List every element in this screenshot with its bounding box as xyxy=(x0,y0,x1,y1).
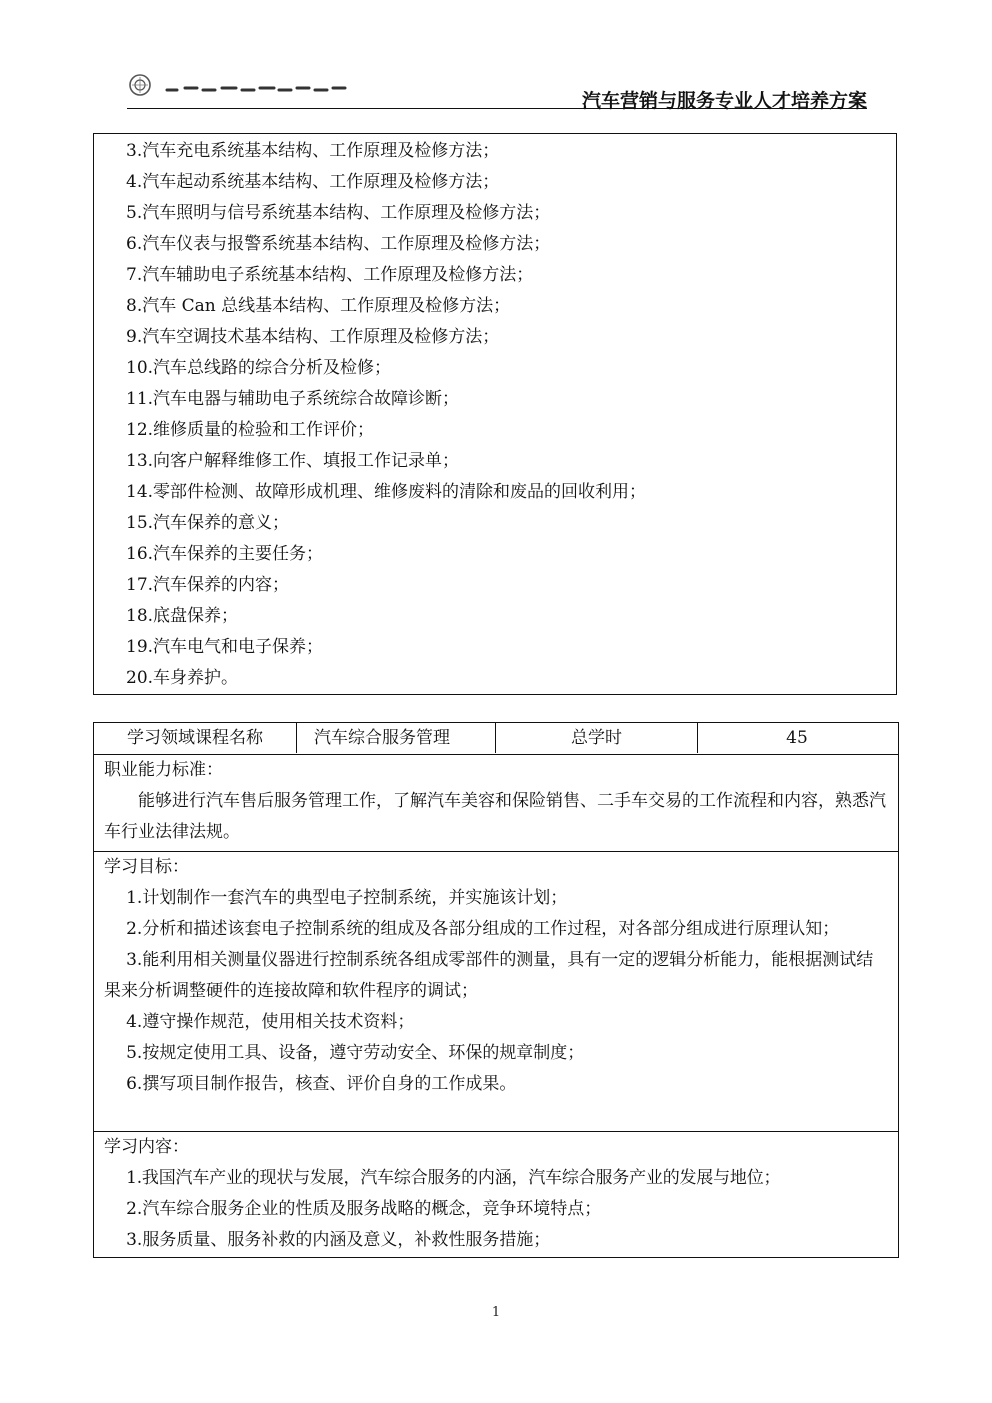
list-item: 3.能利用相关测量仪器进行控制系统各组成零部件的测量，具有一定的逻辑分析能力，能根据测试结果来分析调整硬件的连接故障和软件程序的调试； xyxy=(104,950,874,1001)
list-item: 7.汽车辅助电子系统基本结构、工作原理及检修方法； xyxy=(126,265,534,285)
list-item: 4.汽车起动系统基本结构、工作原理及检修方法； xyxy=(126,172,500,192)
list-item: 13.向客户解释维修工作、填报工作记录单； xyxy=(126,451,460,471)
list-item: 10.汽车总线路的综合分析及检修； xyxy=(126,358,392,378)
list-item: 15.汽车保养的意义； xyxy=(126,513,290,533)
list-item: 5.汽车照明与信号系统基本结构、工作原理及检修方法； xyxy=(126,203,551,223)
list-item: 4.遵守操作规范，使用相关技术资料； xyxy=(126,1012,415,1032)
content-box-continued xyxy=(93,133,897,695)
paragraph: 能够进行汽车售后服务管理工作，了解汽车美容和保险销售、二手车交易的工作流程和内容，熟悉汽车行业法律法规。 xyxy=(104,791,886,842)
page-header xyxy=(127,70,867,112)
section-heading: 学习内容： xyxy=(104,1137,189,1157)
list-item: 5.按规定使用工具、设备，遵守劳动安全、环保的规章制度； xyxy=(126,1043,585,1063)
standard-section xyxy=(94,755,898,852)
goals-section xyxy=(94,852,898,1132)
list-item: 17.汽车保养的内容； xyxy=(126,575,290,595)
list-item: 19.汽车电气和电子保养； xyxy=(126,637,324,657)
list-item: 2.分析和描述该套电子控制系统的组成及各部分组成的工作过程，对各部分组成进行原理认知； xyxy=(126,919,840,939)
course-header-row xyxy=(94,723,898,755)
section-heading: 学习目标： xyxy=(104,857,189,877)
section-body xyxy=(104,786,888,848)
section-body xyxy=(104,1163,888,1256)
list-item: 11.汽车电器与辅助电子系统综合故障诊断； xyxy=(126,389,460,409)
total-hours-value: 45 xyxy=(786,728,808,748)
school-logo xyxy=(127,72,357,98)
header-divider xyxy=(127,108,867,109)
list-item: 3.汽车充电系统基本结构、工作原理及检修方法； xyxy=(126,141,500,161)
list-item: 1.我国汽车产业的现状与发展，汽车综合服务的内涵，汽车综合服务产业的发展与地位； xyxy=(126,1168,781,1188)
page-number: 1 xyxy=(491,1305,501,1320)
section-heading: 职业能力标准： xyxy=(104,760,223,780)
document-title: 汽车营销与服务专业人才培养方案 xyxy=(581,90,867,112)
course-name-value: 汽车综合服务管理 xyxy=(296,723,496,753)
list-item: 2.汽车综合服务企业的性质及服务战略的概念，竞争环境特点； xyxy=(126,1199,602,1219)
list-item: 14.零部件检测、故障形成机理、维修废料的清除和废品的回收利用； xyxy=(126,482,647,502)
list-item: 1.计划制作一套汽车的典型电子控制系统，并实施该计划； xyxy=(126,888,568,908)
content-section xyxy=(94,1132,898,1257)
section-body xyxy=(104,883,888,1100)
list-item: 20.车身养护。 xyxy=(126,668,239,688)
list-item: 18.底盘保养； xyxy=(126,606,239,626)
total-hours-label: 总学时 xyxy=(496,723,698,753)
list-item: 9.汽车空调技术基本结构、工作原理及检修方法； xyxy=(126,327,500,347)
list-item: 6.撰写项目制作报告，核查、评价自身的工作成果。 xyxy=(126,1074,517,1094)
list-item: 3.服务质量、服务补救的内涵及意义，补救性服务措施； xyxy=(126,1230,551,1250)
list-item: 12.维修质量的检验和工作评价； xyxy=(126,420,375,440)
list-item: 6.汽车仪表与报警系统基本结构、工作原理及检修方法； xyxy=(126,234,551,254)
list-item: 16.汽车保养的主要任务； xyxy=(126,544,324,564)
list-item: 8.汽车 Can 总线基本结构、工作原理及检修方法； xyxy=(126,296,511,316)
item-list xyxy=(126,136,646,694)
course-table xyxy=(93,722,899,1258)
course-name-label: 学习领域课程名称 xyxy=(94,723,297,753)
